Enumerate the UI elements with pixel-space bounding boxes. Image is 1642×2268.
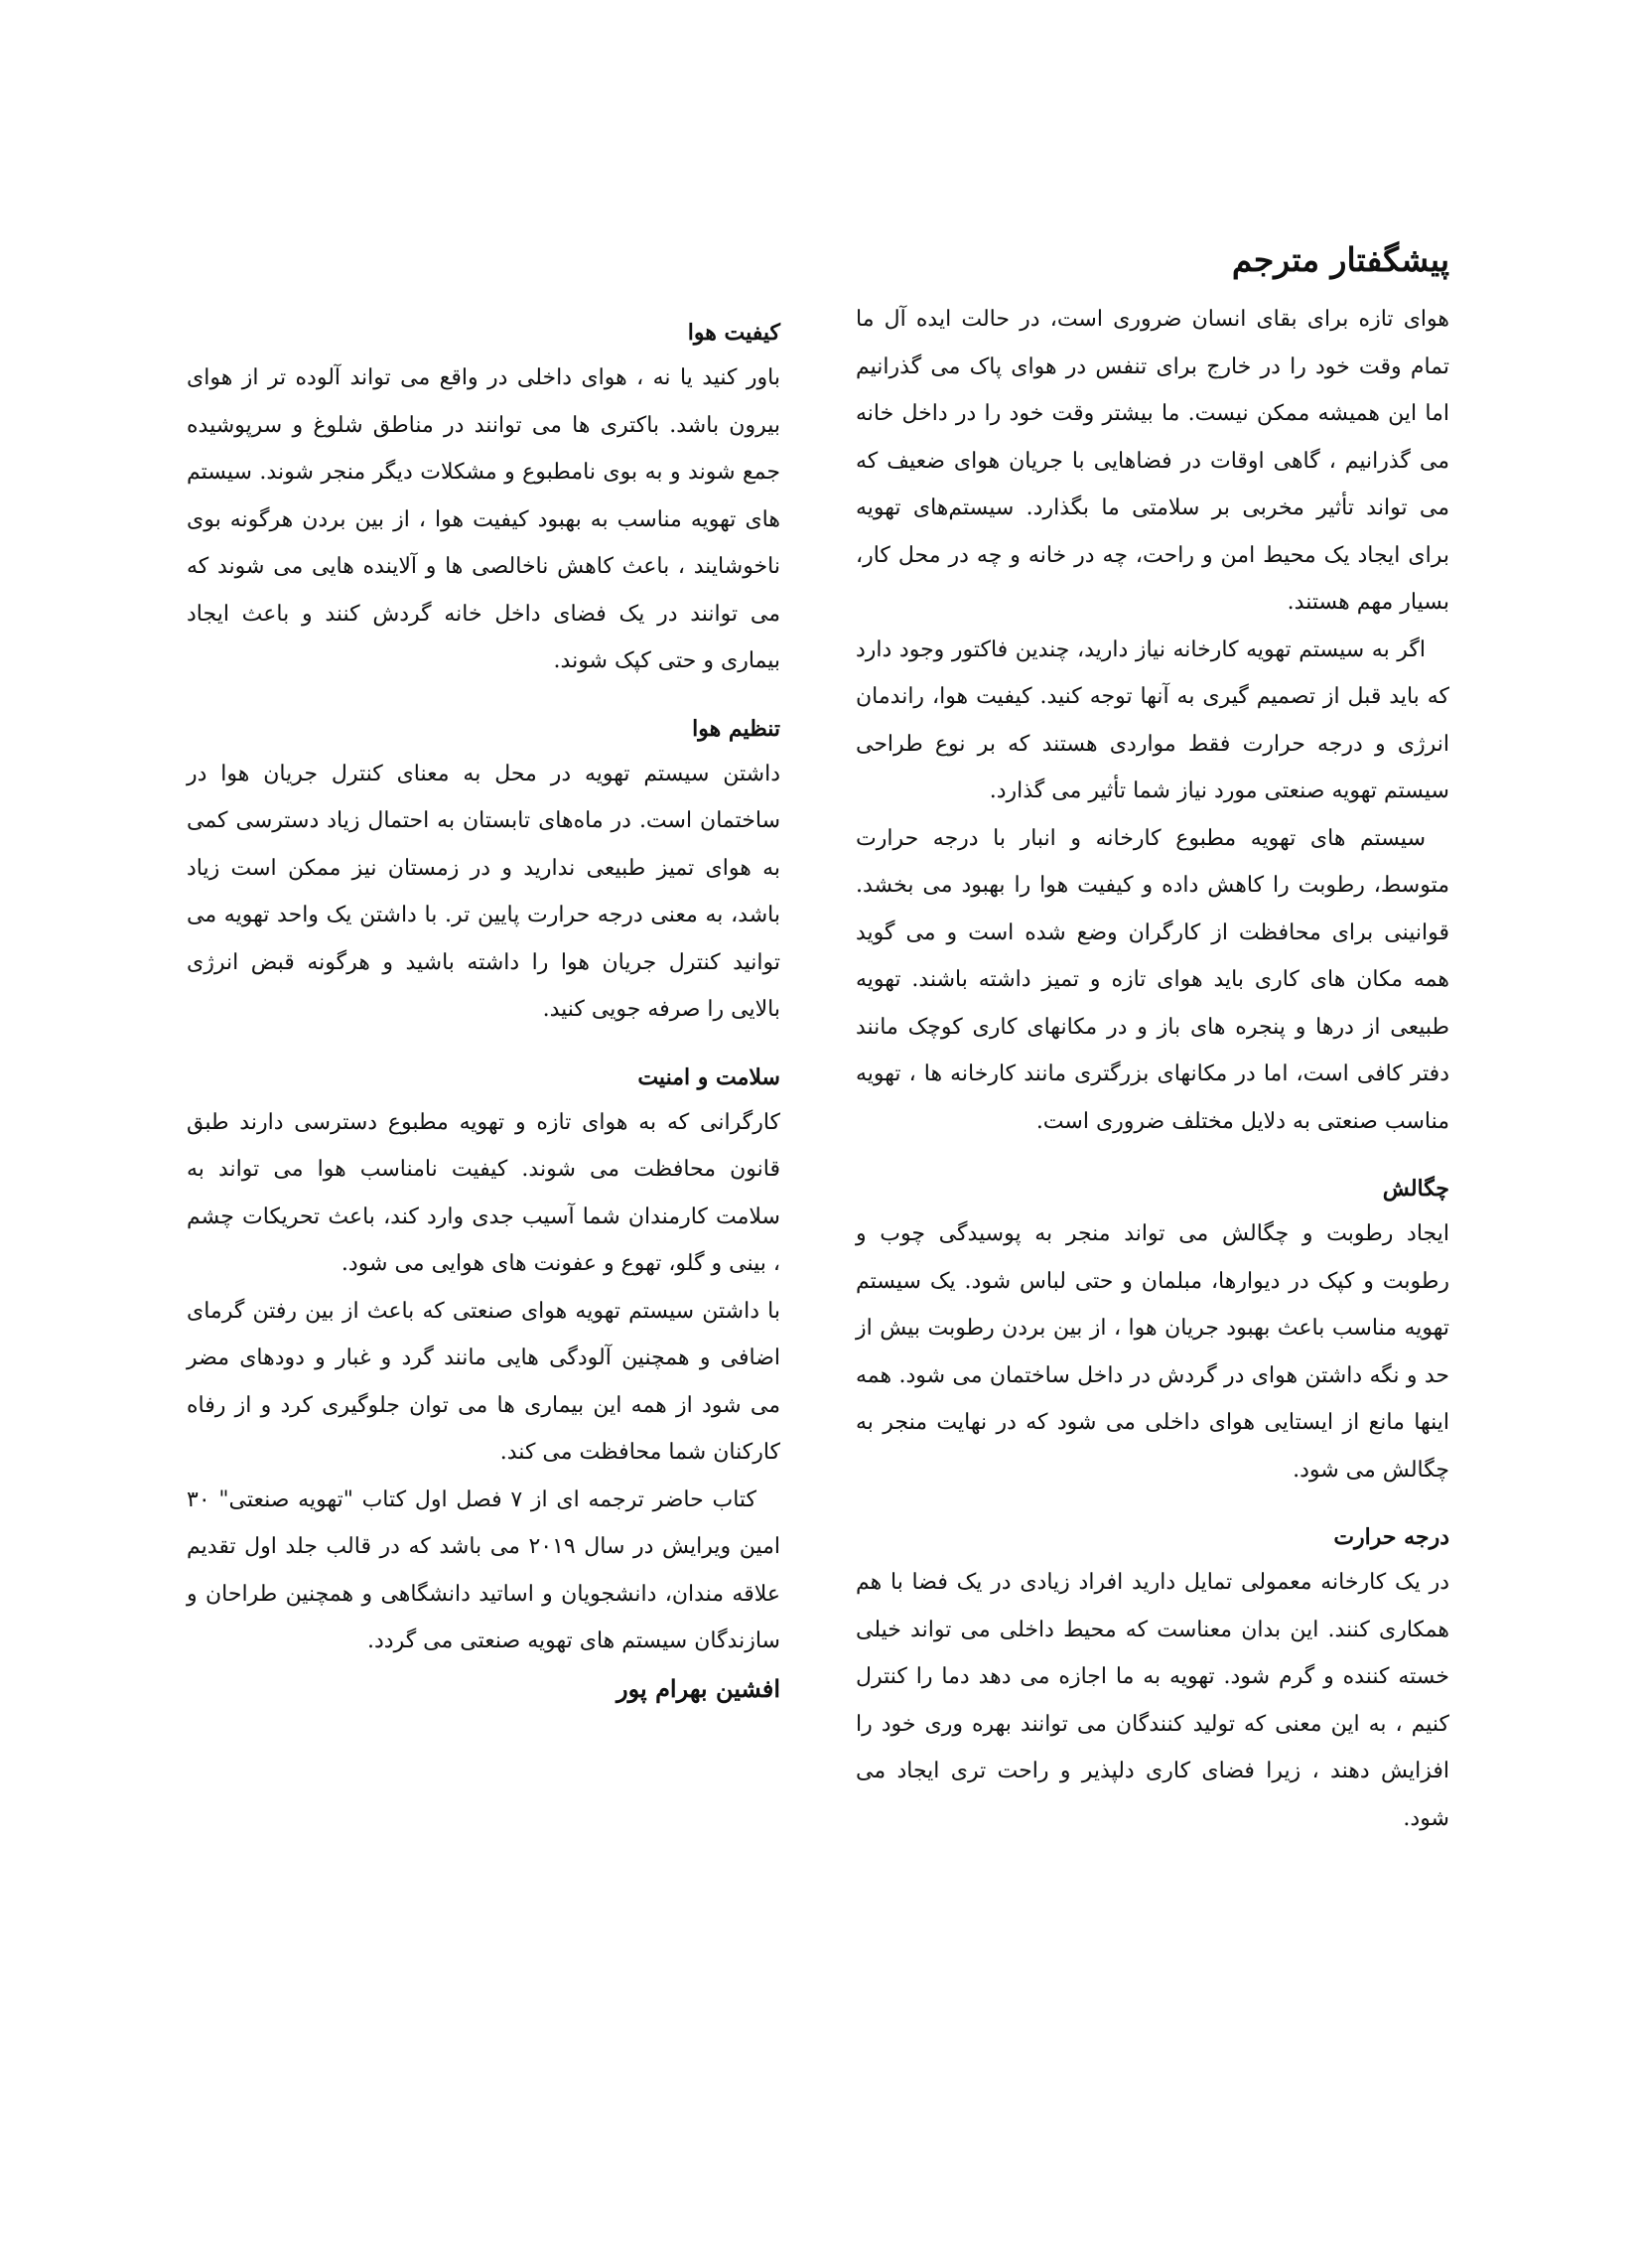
health-paragraph-1: کارگرانی که به هوای تازه و تهویه مطبوع دسترسی دارند طبق قانون محافظت می شوند. کیفیت نامناسب هوا می تواند به سلامت کارمندان شما آسیب جدی وارد کند، باعث تحریکات چشم ، بینی و گلو، تهوع و عفونت های هوایی می شود. <box>187 1109 780 1276</box>
health-paragraph-2: با داشتن سیستم تهویه هوای صنعتی که باعث از بین رفتن گرمای اضافی و همچنین آلودگی هایی مانند گرد و غبار و دودهای مضر می شود از همه این بیماری ها می توان جلوگیری کرد و از رفاه کارکنان شما محافظت می کند. <box>187 1298 780 1465</box>
section-title-condensation: چگالش <box>1382 1176 1449 1202</box>
air-regulation-paragraph: داشتن سیستم تهویه در محل به معنای کنترل جریان هوا در ساختمان است. در ماه‌های تابستان به احتمال زیاد دسترسی کمی به هوای تمیز طبیعی ندارید و در زمستان نیز ممکن است زیاد باشد، به معنی درجه حرارت پایین تر. با داشتن یک واحد تهویه می توانید کنترل جریان هوا را داشته باشید و هرگونه قبض انرژی بالایی را صرفه جویی کنید. <box>187 761 780 1022</box>
intro-paragraph-3: سیستم های تهویه مطبوع کارخانه و انبار با درجه حرارت متوسط، رطوبت را کاهش داده و کیفیت هوا را بهبود می بخشد. قوانینی برای محافظت از کارگران وضع شده است و می گوید همه مکان های کاری باید هوای تازه و تمیز داشته باشند. تهویه طبیعی از درها و پنجره های باز و در مکانهای کاری کوچک مانند دفتر کافی است، اما در مکانهای بزرگتری مانند کارخانه ها ، تهویه مناسب صنعتی به دلایل مختلف ضروری است. <box>856 825 1450 1134</box>
section-gap <box>856 1145 1449 1167</box>
section-gap <box>856 1493 1449 1515</box>
right-column <box>856 236 1449 1842</box>
condensation-paragraph: ایجاد رطوبت و چگالش می تواند منجر به پوسیدگی چوب و رطوبت و کپک در دیوارها، مبلمان و حتی لباس شود. یک سیستم تهویه مناسب باعث بهبود جریان هوا ، از بین بردن رطوبت بیش از حد و نگه داشتن هوای در گردش در داخل ساختمان می شود. همه اینها مانع از ایستایی هوای داخلی می شود که در نهایت منجر به چگالش می شود. <box>856 1221 1449 1483</box>
section-title-air-regulation: تنظیم هوا <box>692 715 780 742</box>
section-title-temperature: درجه حرارت <box>1333 1524 1449 1550</box>
left-column <box>187 311 780 1713</box>
section-gap <box>187 1034 780 1056</box>
book-note-paragraph: کتاب حاضر ترجمه ای از ۷ فصل اول کتاب "تهویه صنعتی" ۳۰ امین ویرایش در سال ۲۰۱۹ می باشد که در قالب جلد اول تقدیم علاقه مندان، دانشجویان و اساتید دانشگاهی و همچنین طراحان و سازندگان سیستم های تهویه صنعتی می گردد. <box>187 1487 781 1653</box>
translator-signature: افشین بهرام پور <box>616 1673 780 1703</box>
intro-paragraph-1: هوای تازه برای بقای انسان ضروری است، در حالت ایده آل ما تمام وقت خود را در خارج برای تنفس در هوای پاک می گذرانیم اما این همیشه ممکن نیست. ما بیشتر وقت خود را در داخل خانه می گذرانیم ، گاهی اوقات در فضاهایی با جریان هوای ضعیف که می تواند تأثیر مخربی بر سلامتی ما بگذارد. سیستم‌های تهویه برای ایجاد یک محیط امن و راحت، چه در خانه و چه در محل کار، بسیار مهم هستند. <box>856 307 1449 615</box>
section-gap <box>187 685 780 707</box>
air-quality-paragraph: باور کنید یا نه ، هوای داخلی در واقع می تواند آلوده تر از هوای بیرون باشد. باکتری ها می توانند در مناطق شلوغ و سرپوشیده جمع شوند و به بوی نامطبوع و مشکلات دیگر منجر شوند. سیستم های تهویه مناسب به بهبود کیفیت هوا ، از بین بردن هرگونه بوی ناخوشایند ، باعث کاهش ناخالصی ها و آلاینده هایی می شوند که می توانند در یک فضای داخل خانه گردش کنند و باعث ایجاد بیماری و حتی کپک شوند. <box>187 365 780 673</box>
intro-paragraph-2: اگر به سیستم تهویه کارخانه نیاز دارید، چندین فاکتور وجود دارد که باید قبل از تصمیم گیری به آنها توجه کنید. کیفیت هوا، راندمان انرژی و درجه حرارت فقط مواردی هستند که بر نوع طراحی سیستم تهویه صنعتی مورد نیاز شما تأثیر می گذارد. <box>856 637 1449 803</box>
section-title-health-safety: سلامت و امنیت <box>637 1063 780 1090</box>
temperature-paragraph: در یک کارخانه معمولی تمایل دارید افراد زیادی در یک فضا با هم همکاری کنند. این بدان معناست که محیط داخلی می تواند خیلی خسته کننده و گرم شود. تهویه به ما اجازه می دهد دما را کنترل کنیم ، به این معنی که تولید کنندگان می توانند بهره وری خود را افزایش دهند ، زیرا فضای کاری دلپذیر و راحت تری ایجاد می شود. <box>856 1570 1449 1831</box>
page-title: پیشگفتار مترجم <box>1231 240 1449 279</box>
section-title-air-quality: کیفیت هوا <box>687 320 780 346</box>
